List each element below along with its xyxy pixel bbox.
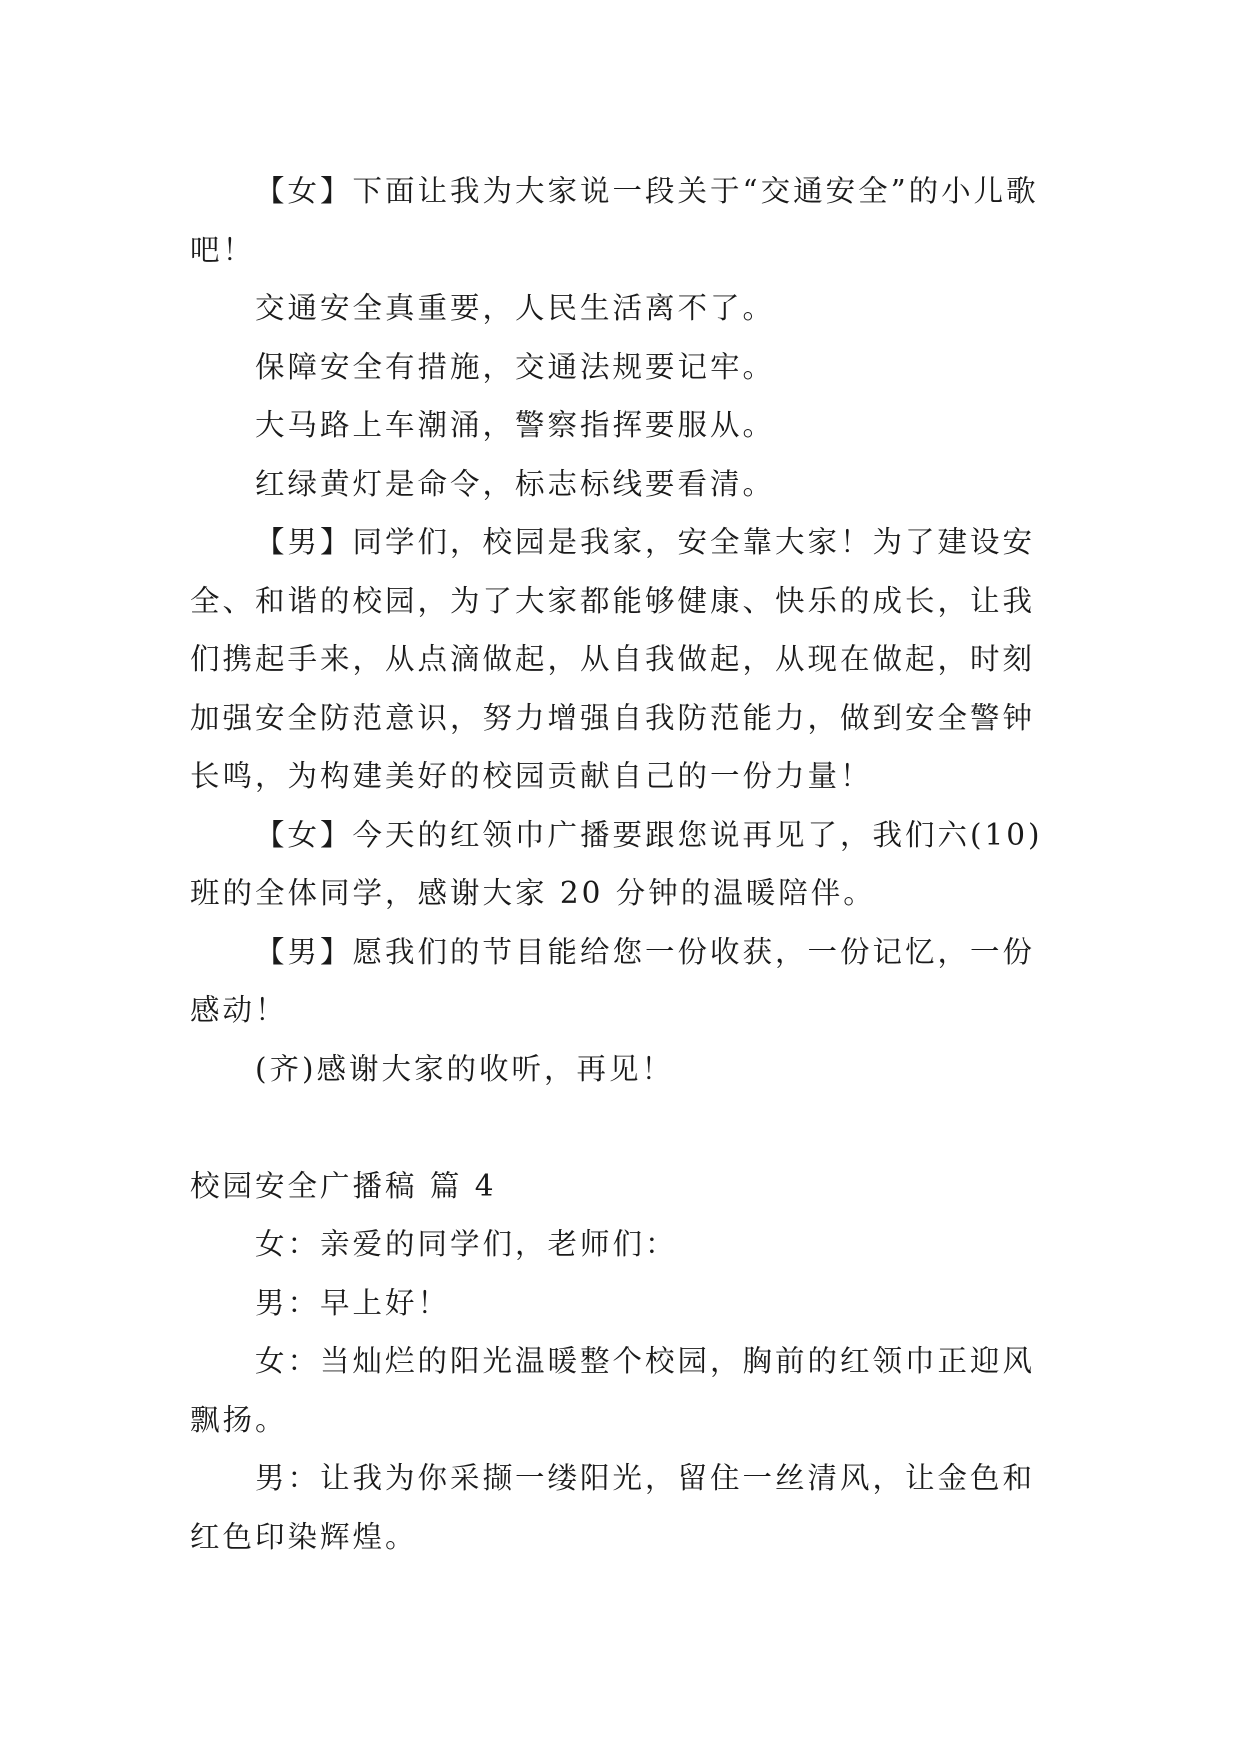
paragraph-female-intro: 【女】下面让我为大家说一段关于“交通安全”的小儿歌吧！ — [190, 174, 1039, 267]
paragraph-female-sunshine: 女：当灿烂的阳光温暖整个校园，胸前的红领巾正迎风飘扬。 — [190, 1344, 1036, 1437]
document-body — [190, 162, 1050, 1566]
section-title: 校园安全广播稿 篇 4 — [190, 1168, 497, 1203]
dialogue-line-male-greeting: 男：早上好！ — [255, 1285, 451, 1320]
dialogue-line-female-greeting: 女：亲爱的同学们，老师们： — [255, 1227, 678, 1261]
verse-line-1: 交通安全真重要，人民生活离不了。 — [255, 291, 776, 325]
paragraph-female-farewell: 【女】今天的红领巾广播要跟您说再见了，我们六(10)班的全体同学，感谢大家 20 分钟的温暖陪伴。 — [190, 817, 1043, 910]
paragraph-male-safety: 【男】同学们，校园是我家，安全靠大家！为了建设安全、和谐的校园，为了大家都能够健康、快乐的成长，让我们携起手来，从点滴做起，从自我做起，从现在做起，时刻加强安全防范意识，努力增强自我防范能力，做到安全警钟长鸣，为构建美好的校园贡献自己的一份力量！ — [190, 525, 1036, 793]
verse-line-4: 红绿黄灯是命令，标志标线要看清。 — [255, 466, 776, 501]
paragraph-male-sunshine: 男：让我为你采撷一缕阳光，留住一丝清风，让金色和红色印染辉煌。 — [190, 1461, 1036, 1554]
verse-line-3: 大马路上车潮涌，警察指挥要服从。 — [255, 408, 776, 442]
verse-line-2: 保障安全有措施，交通法规要记牢。 — [255, 349, 776, 384]
paragraph-male-wish: 【男】愿我们的节目能给您一份收获，一份记忆，一份感动！ — [190, 934, 1036, 1027]
paragraph-together-goodbye: (齐)感谢大家的收听，再见！ — [255, 1051, 675, 1086]
